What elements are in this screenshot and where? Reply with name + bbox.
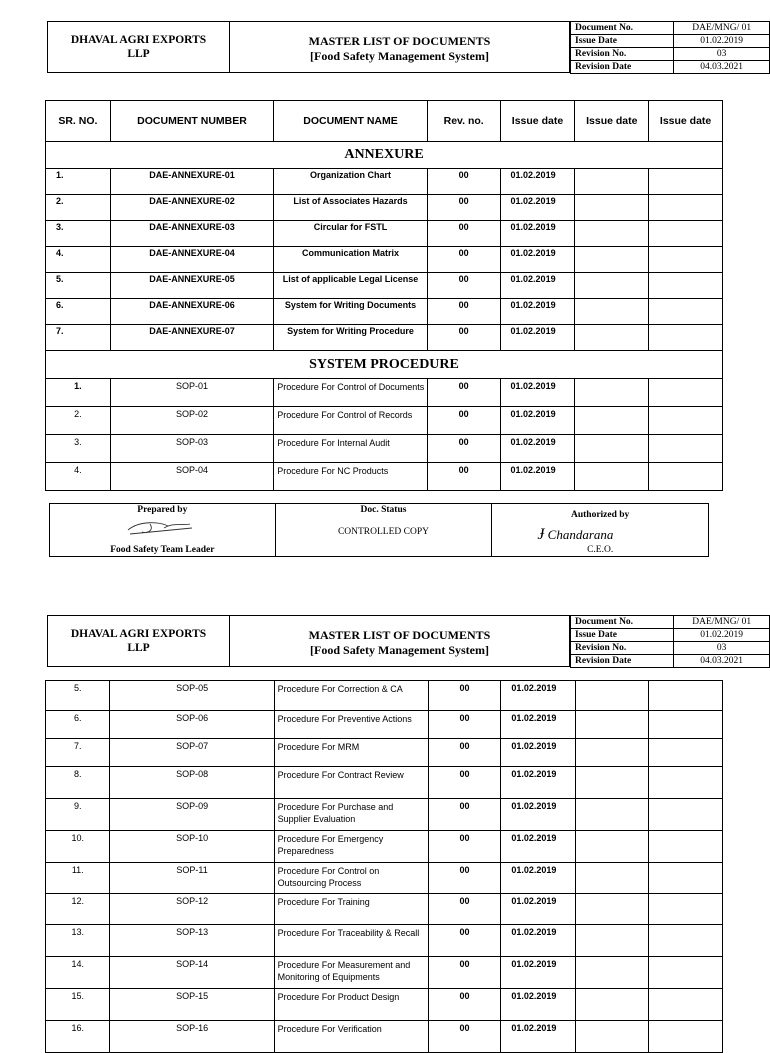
meta-row: [571, 48, 770, 61]
cell-issue-date: 01.02.2019: [500, 463, 575, 491]
meta-value: 04.03.2021: [674, 61, 770, 74]
cell-issue-date: 01.02.2019: [501, 799, 576, 831]
cell-rev-no: 00: [427, 463, 500, 491]
cell-rev-no: 00: [428, 767, 501, 799]
cell-issue-date-2: [575, 379, 649, 407]
meta-value: 01.02.2019: [674, 629, 770, 642]
cell-issue-date: 01.02.2019: [500, 273, 575, 299]
cell-rev-no: 00: [428, 681, 501, 711]
company-name-line2: LLP: [127, 48, 150, 60]
section-row-system-procedure: [46, 351, 723, 379]
meta-key: Revision No.: [571, 48, 674, 61]
cell-document-number: DAE-ANNEXURE-03: [110, 221, 273, 247]
cell-sr-no: 9.: [46, 799, 110, 831]
cell-sr-no: 14.: [46, 957, 110, 989]
cell-sr-no: 3.: [46, 221, 111, 247]
column-header-document-name: DOCUMENT NAME: [274, 101, 428, 142]
cell-document-number: SOP-08: [110, 767, 274, 799]
cell-issue-date: 01.02.2019: [501, 739, 576, 767]
company-name: [47, 21, 230, 73]
cell-issue-date-2: [575, 325, 649, 351]
cell-rev-no: 00: [428, 1021, 501, 1053]
cell-rev-no: 00: [428, 711, 501, 739]
cell-document-name: Procedure For Training: [274, 894, 428, 925]
cell-rev-no: 00: [428, 799, 501, 831]
cell-rev-no: 00: [428, 739, 501, 767]
cell-document-number: DAE-ANNEXURE-01: [110, 169, 273, 195]
cell-issue-date-2: [575, 799, 649, 831]
cell-rev-no: 00: [427, 379, 500, 407]
cell-document-name: Procedure For Contract Review: [274, 767, 428, 799]
authorizer-signature-text: Chandarana: [547, 527, 614, 542]
documents-table-page-2-viewport: [45, 680, 724, 1034]
cell-document-number: DAE-ANNEXURE-05: [110, 273, 273, 299]
meta-value: 04.03.2021: [674, 655, 770, 668]
cell-document-name: Procedure For Control of Records: [274, 407, 428, 435]
cell-issue-date-2: [575, 894, 649, 925]
cell-issue-date: 01.02.2019: [501, 711, 576, 739]
cell-issue-date-3: [649, 463, 723, 491]
table-row: [46, 894, 723, 925]
documents-table-page-2: [45, 680, 723, 1053]
cell-document-number: SOP-11: [110, 863, 274, 894]
document-title-line2: [Food Safety Management System]: [310, 49, 489, 63]
cell-document-name: Procedure For Control of Documents: [274, 379, 428, 407]
cell-rev-no: 00: [427, 325, 500, 351]
cell-issue-date-2: [575, 739, 649, 767]
cell-document-name: System for Writing Procedure: [274, 325, 428, 351]
table-row: [46, 221, 723, 247]
company-name-line2: LLP: [127, 642, 150, 654]
meta-value: 03: [674, 48, 770, 61]
column-header-issue-date-3: Issue date: [649, 101, 723, 142]
cell-sr-no: 7.: [46, 739, 110, 767]
meta-key: Issue Date: [571, 629, 674, 642]
cell-issue-date-3: [649, 195, 723, 221]
meta-key: Document No.: [571, 616, 674, 629]
cell-issue-date: 01.02.2019: [500, 247, 575, 273]
cell-issue-date: 01.02.2019: [501, 767, 576, 799]
meta-row: [571, 642, 770, 655]
cell-rev-no: 00: [427, 169, 500, 195]
table-row: [46, 767, 723, 799]
cell-document-number: DAE-ANNEXURE-04: [110, 247, 273, 273]
section-title-annexure: ANNEXURE: [46, 142, 723, 169]
cell-document-number: DAE-ANNEXURE-07: [110, 325, 273, 351]
cell-issue-date-3: [649, 1021, 723, 1053]
doc-status-label: Doc. Status: [360, 505, 407, 515]
table-row: [46, 681, 723, 711]
cell-issue-date: 01.02.2019: [500, 407, 575, 435]
cell-issue-date-2: [575, 407, 649, 435]
cell-rev-no: 00: [428, 894, 501, 925]
cell-sr-no: 10.: [46, 831, 110, 863]
documents-table: [45, 100, 723, 491]
cell-sr-no: 6.: [46, 299, 111, 325]
cell-issue-date-2: [575, 681, 649, 711]
cell-sr-no: 16.: [46, 1021, 110, 1053]
cell-issue-date: 01.02.2019: [501, 925, 576, 957]
cell-issue-date-3: [649, 325, 723, 351]
authorized-by-role: C.E.O.: [587, 545, 614, 555]
document-meta-table: [570, 615, 770, 668]
cell-sr-no: 2.: [46, 195, 111, 221]
cell-sr-no: 4.: [46, 247, 111, 273]
cell-document-name: Procedure For Emergency Preparedness: [274, 831, 428, 863]
cell-issue-date: 01.02.2019: [501, 894, 576, 925]
document-header-page-2: [47, 615, 752, 667]
cell-rev-no: 00: [428, 831, 501, 863]
column-header-document-number: DOCUMENT NUMBER: [110, 101, 273, 142]
cell-document-name: Procedure For Correction & CA: [274, 681, 428, 711]
cell-issue-date: 01.02.2019: [500, 221, 575, 247]
cell-issue-date: 01.02.2019: [500, 299, 575, 325]
cell-issue-date-3: [649, 681, 723, 711]
cell-document-name: List of applicable Legal License: [274, 273, 428, 299]
meta-row: [571, 22, 770, 35]
cell-sr-no: 11.: [46, 863, 110, 894]
cell-issue-date-3: [649, 894, 723, 925]
document-title-line1: MASTER LIST OF DOCUMENTS: [308, 34, 491, 48]
table-row: [46, 957, 723, 989]
cell-issue-date-2: [575, 767, 649, 799]
cell-rev-no: 00: [427, 247, 500, 273]
authorized-by-label: Authorized by: [570, 510, 630, 520]
table-row: [46, 299, 723, 325]
document-meta-table: [570, 21, 770, 74]
cell-rev-no: 00: [428, 863, 501, 894]
cell-rev-no: 00: [427, 221, 500, 247]
cell-issue-date-2: [575, 989, 649, 1021]
company-name-line1: DHAVAL AGRI EXPORTS: [70, 34, 207, 46]
cell-issue-date: 01.02.2019: [500, 379, 575, 407]
table-row: [46, 379, 723, 407]
meta-row: [571, 35, 770, 48]
cell-issue-date-3: [649, 247, 723, 273]
table-row: [46, 799, 723, 831]
cell-document-number: SOP-02: [110, 407, 273, 435]
company-name: [47, 615, 230, 667]
prepared-by-role: Food Safety Team Leader: [110, 545, 215, 555]
cell-sr-no: 3.: [46, 435, 111, 463]
meta-key: Revision Date: [571, 61, 674, 74]
cell-document-number: DAE-ANNEXURE-06: [110, 299, 273, 325]
cell-issue-date-2: [575, 925, 649, 957]
company-name-line1: DHAVAL AGRI EXPORTS: [70, 628, 207, 640]
table-row: [46, 325, 723, 351]
cell-sr-no: 8.: [46, 767, 110, 799]
cell-sr-no: 5.: [46, 681, 110, 711]
cell-sr-no: 15.: [46, 989, 110, 1021]
cell-issue-date-3: [649, 221, 723, 247]
cell-document-name: Procedure For Control on Outsourcing Process: [274, 863, 428, 894]
cell-document-number: SOP-16: [110, 1021, 274, 1053]
cell-document-name: Procedure For Product Design: [274, 989, 428, 1021]
document-title-line1: MASTER LIST OF DOCUMENTS: [308, 628, 491, 642]
table-row: [46, 925, 723, 957]
cell-issue-date: 01.02.2019: [501, 681, 576, 711]
cell-issue-date: 01.02.2019: [500, 325, 575, 351]
cell-issue-date: 01.02.2019: [501, 863, 576, 894]
cell-document-name: Communication Matrix: [274, 247, 428, 273]
cell-rev-no: 00: [427, 273, 500, 299]
cell-document-number: SOP-15: [110, 989, 274, 1021]
table-row: [46, 1021, 723, 1053]
meta-key: Issue Date: [571, 35, 674, 48]
table-header-row: [46, 101, 723, 142]
prepared-by-label: Prepared by: [137, 505, 188, 515]
cell-issue-date-2: [575, 863, 649, 894]
cell-issue-date-3: [649, 407, 723, 435]
cell-issue-date: 01.02.2019: [501, 957, 576, 989]
column-header-rev-no: Rev. no.: [427, 101, 500, 142]
table-row: [46, 195, 723, 221]
cell-document-number: SOP-13: [110, 925, 274, 957]
cell-issue-date: 01.02.2019: [500, 195, 575, 221]
column-header-sr-no: SR. NO.: [46, 101, 111, 142]
cell-rev-no: 00: [428, 957, 501, 989]
cell-document-name: List of Associates Hazards: [274, 195, 428, 221]
cell-issue-date-2: [575, 273, 649, 299]
cell-document-number: DAE-ANNEXURE-02: [110, 195, 273, 221]
cell-issue-date-2: [575, 247, 649, 273]
meta-key: Document No.: [571, 22, 674, 35]
table-row: [46, 169, 723, 195]
cell-document-name: Procedure For Purchase and Supplier Evaluation: [274, 799, 428, 831]
cell-sr-no: 12.: [46, 894, 110, 925]
table-row: [46, 831, 723, 863]
section-row-annexure: [46, 142, 723, 169]
meta-value: 03: [674, 642, 770, 655]
cell-document-number: SOP-07: [110, 739, 274, 767]
cell-issue-date-3: [649, 169, 723, 195]
document-title: [229, 615, 570, 667]
table-row: [46, 407, 723, 435]
cell-sr-no: 5.: [46, 273, 111, 299]
cell-issue-date-2: [575, 831, 649, 863]
cell-issue-date-3: [649, 957, 723, 989]
authorized-by-cell: [492, 504, 709, 557]
cell-document-number: SOP-04: [110, 463, 273, 491]
cell-issue-date-2: [575, 169, 649, 195]
cell-document-name: Procedure For MRM: [274, 739, 428, 767]
cell-sr-no: 7.: [46, 325, 111, 351]
cell-document-name: Procedure For Internal Audit: [274, 435, 428, 463]
table-row: [46, 247, 723, 273]
cell-document-name: Procedure For NC Products: [274, 463, 428, 491]
cell-rev-no: 00: [427, 435, 500, 463]
cell-sr-no: 1.: [46, 169, 111, 195]
table-row: [46, 711, 723, 739]
cell-document-number: SOP-05: [110, 681, 274, 711]
cell-issue-date-3: [649, 925, 723, 957]
cell-document-number: SOP-14: [110, 957, 274, 989]
cell-document-name: Organization Chart: [274, 169, 428, 195]
cell-issue-date: 01.02.2019: [501, 1021, 576, 1053]
document-header: [47, 21, 752, 73]
cell-issue-date-3: [649, 379, 723, 407]
section-title-system-procedure: SYSTEM PROCEDURE: [46, 351, 723, 379]
cell-issue-date: 01.02.2019: [500, 435, 575, 463]
cell-rev-no: 00: [427, 195, 500, 221]
cell-issue-date-3: [649, 739, 723, 767]
meta-value: DAE/MNG/ 01: [674, 616, 770, 629]
cell-issue-date-2: [575, 195, 649, 221]
table-row: [46, 863, 723, 894]
cell-sr-no: 4.: [46, 463, 111, 491]
meta-row: [571, 61, 770, 74]
cell-document-number: SOP-10: [110, 831, 274, 863]
meta-value: DAE/MNG/ 01: [674, 22, 770, 35]
cell-document-name: Procedure For Traceability & Recall: [274, 925, 428, 957]
column-header-issue-date-1: Issue date: [500, 101, 575, 142]
meta-key: Revision Date: [571, 655, 674, 668]
cell-rev-no: 00: [428, 989, 501, 1021]
cell-issue-date-2: [575, 957, 649, 989]
cell-issue-date-3: [649, 799, 723, 831]
cell-document-name: Circular for FSTL: [274, 221, 428, 247]
cell-issue-date-3: [649, 299, 723, 325]
prepared-by-cell: [50, 504, 276, 557]
table-row: [46, 273, 723, 299]
cell-issue-date-2: [575, 711, 649, 739]
cell-issue-date-3: [649, 435, 723, 463]
cell-issue-date-3: [649, 989, 723, 1021]
cell-issue-date-2: [575, 435, 649, 463]
cell-document-number: SOP-01: [110, 379, 273, 407]
cell-issue-date-2: [575, 299, 649, 325]
meta-key: Revision No.: [571, 642, 674, 655]
cell-document-number: SOP-03: [110, 435, 273, 463]
table-row: [46, 989, 723, 1021]
document-title-line2: [Food Safety Management System]: [310, 643, 489, 657]
cell-issue-date-3: [649, 711, 723, 739]
cell-document-number: SOP-12: [110, 894, 274, 925]
cell-document-name: Procedure For Measurement and Monitoring of Equipments: [274, 957, 428, 989]
cell-issue-date-3: [649, 767, 723, 799]
cell-document-number: SOP-06: [110, 711, 274, 739]
preparer-signature-icon: [120, 516, 200, 538]
table-row: [46, 463, 723, 491]
table-row: [46, 435, 723, 463]
cell-sr-no: 1.: [46, 379, 111, 407]
meta-row: [571, 629, 770, 642]
meta-value: 01.02.2019: [674, 35, 770, 48]
table-row: [46, 739, 723, 767]
column-header-issue-date-2: Issue date: [575, 101, 649, 142]
doc-status-value: CONTROLLED COPY: [337, 527, 429, 537]
cell-document-name: Procedure For Preventive Actions: [274, 711, 428, 739]
cell-issue-date: 01.02.2019: [501, 989, 576, 1021]
cell-issue-date: 01.02.2019: [500, 169, 575, 195]
cell-issue-date-3: [649, 831, 723, 863]
doc-status-cell: [275, 504, 492, 557]
cell-issue-date-3: [649, 273, 723, 299]
approval-footer: [49, 503, 709, 557]
authorizer-signature: Ɉ Chandarana: [537, 526, 614, 543]
cell-rev-no: 00: [427, 299, 500, 325]
approval-row: [50, 504, 709, 557]
cell-issue-date-2: [575, 221, 649, 247]
cell-rev-no: 00: [428, 925, 501, 957]
meta-row: [571, 655, 770, 668]
cell-issue-date-3: [649, 863, 723, 894]
cell-issue-date-2: [575, 1021, 649, 1053]
cell-document-name: Procedure For Verification: [274, 1021, 428, 1053]
cell-sr-no: 2.: [46, 407, 111, 435]
cell-document-name: System for Writing Documents: [274, 299, 428, 325]
cell-sr-no: 6.: [46, 711, 110, 739]
cell-sr-no: 13.: [46, 925, 110, 957]
meta-row: [571, 616, 770, 629]
cell-rev-no: 00: [427, 407, 500, 435]
document-title: [229, 21, 570, 73]
cell-document-number: SOP-09: [110, 799, 274, 831]
cell-issue-date: 01.02.2019: [501, 831, 576, 863]
cell-issue-date-2: [575, 463, 649, 491]
